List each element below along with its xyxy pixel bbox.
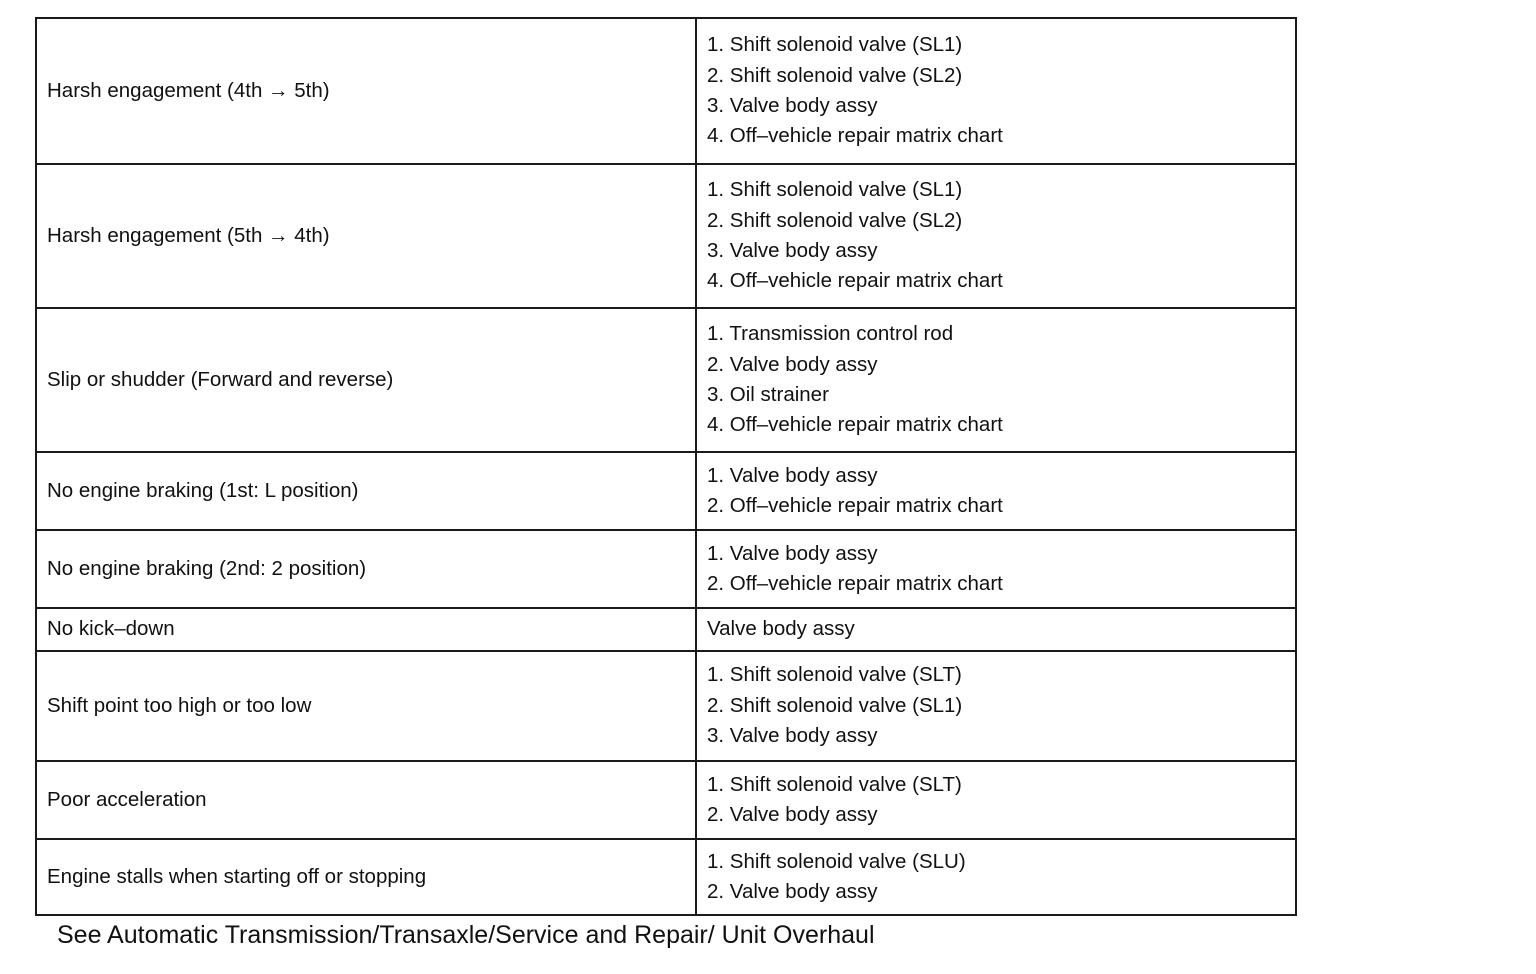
cause-item: 2. Shift solenoid valve (SL2) — [707, 63, 963, 87]
cause-item: 3. Valve body assy — [707, 94, 878, 117]
cause-item: 1. Shift solenoid valve (SLT) — [707, 772, 962, 796]
table-row — [36, 18, 1296, 164]
cause-item: 1. Valve body assy — [707, 463, 878, 487]
table-row — [36, 608, 1296, 651]
causes-cell — [696, 839, 1296, 915]
causes-cell — [696, 308, 1296, 452]
table-row — [36, 839, 1296, 915]
cause-item: 1. Shift solenoid valve (SLU) — [707, 849, 966, 873]
symptom-cell: Harsh engagement (4th → 5th) — [36, 18, 696, 164]
symptom-table — [35, 17, 1297, 916]
cause-item: 1. Transmission control rod — [707, 322, 954, 346]
symptom-cell: No engine braking (1st: L position) — [36, 452, 696, 530]
cause-item: 4. Off–vehicle repair matrix chart — [707, 124, 1003, 148]
symptom-cell: No engine braking (2nd: 2 position) — [36, 530, 696, 608]
symptom-cell: No kick–down — [36, 608, 696, 651]
cause-item: 2. Off–vehicle repair matrix chart — [707, 572, 1003, 595]
table-row — [36, 530, 1296, 608]
cause-item: 2. Valve body assy — [707, 352, 878, 376]
cause-item: 2. Off–vehicle repair matrix chart — [707, 494, 1003, 517]
symptom-cell: Shift point too high or too low — [36, 651, 696, 761]
cause-item: 2. Shift solenoid valve (SL1) — [707, 693, 963, 717]
cause-item: 1. Valve body assy — [707, 541, 878, 565]
cause-item: 3. Oil strainer — [707, 383, 829, 406]
cause-item: 1. Shift solenoid valve (SL1) — [707, 178, 963, 202]
causes-cell — [696, 452, 1296, 530]
table-row — [36, 651, 1296, 761]
symptom-cell: Slip or shudder (Forward and reverse) — [36, 308, 696, 452]
cause-item: 2. Shift solenoid valve (SL2) — [707, 208, 963, 232]
symptom-cell: Harsh engagement (5th → 4th) — [36, 164, 696, 308]
cause-item: 3. Valve body assy — [707, 239, 878, 262]
causes-cell — [696, 18, 1296, 164]
cause-item: 1. Shift solenoid valve (SLT) — [707, 663, 962, 687]
cause-item: 4. Off–vehicle repair matrix chart — [707, 413, 1003, 437]
cause-item: 1. Shift solenoid valve (SL1) — [707, 33, 963, 57]
causes-cell — [696, 608, 1296, 651]
table-row — [36, 164, 1296, 308]
symptom-cell: Poor acceleration — [36, 761, 696, 839]
causes-cell — [696, 651, 1296, 761]
table-row — [36, 761, 1296, 839]
table-row — [36, 452, 1296, 530]
causes-cell — [696, 761, 1296, 839]
cause-item: Valve body assy — [707, 617, 855, 641]
cause-item: 2. Valve body assy — [707, 880, 878, 903]
table-row — [36, 308, 1296, 452]
cause-item: 3. Valve body assy — [707, 724, 878, 748]
causes-cell — [696, 164, 1296, 308]
causes-cell — [696, 530, 1296, 608]
footnote-reference: See Automatic Transmission/Transaxle/Service and Repair/ Unit Overhaul — [57, 921, 875, 949]
symptom-cell: Engine stalls when starting off or stopping — [36, 839, 696, 915]
cause-item: 2. Valve body assy — [707, 803, 878, 826]
cause-item: 4. Off–vehicle repair matrix chart — [707, 269, 1003, 293]
